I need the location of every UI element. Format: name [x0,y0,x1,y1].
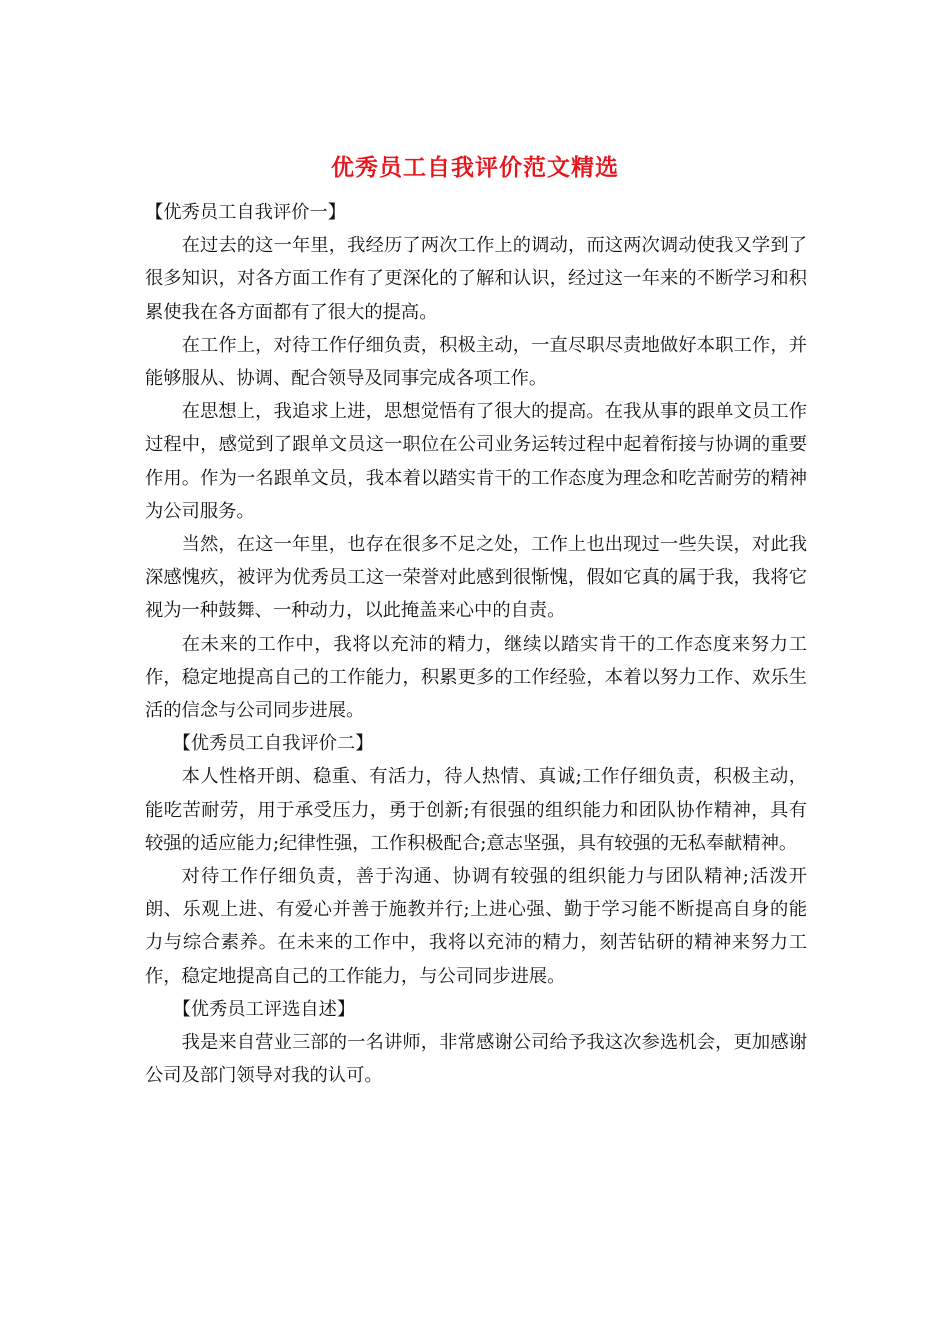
paragraph: 在未来的工作中，我将以充沛的精力，继续以踏实肯干的工作态度来努力工作，稳定地提高自己的工作能力，积累更多的工作经验，本着以努力工作、欢乐生活的信念与公司同步进展。 [145,633,807,722]
section-heading: 【优秀员工自我评价二】 [172,733,374,755]
section-heading: 【优秀员工评选自述】 [172,998,356,1020]
document-title: 优秀员工自我评价范文精选 [331,154,619,181]
section-heading: 【优秀员工自我评价一】 [145,202,347,223]
paragraph: 当然，在这一年里，也存在很多不足之处，工作上也出现过一些失误，对此我深感愧疚，被评为优秀员工这一荣誉对此感到很惭愧，假如它真的属于我，我将它视为一种鼓舞、一种动力，以此掩盖来心中的自责。 [145,534,807,622]
paragraph: 在过去的这一年里，我经历了两次工作上的调动，而这两次调动使我又学到了很多知识，对各方面工作有了更深化的了解和认识，经过这一年来的不断学习和积累使我在各方面都有了很大的提高。 [145,235,807,323]
paragraph: 本人性格开朗、稳重、有活力，待人热情、真诚;工作仔细负责，积极主动，能吃苦耐劳，用于承受压力，勇于创新;有很强的组织能力和团队协作精神，具有较强的适应能力;纪律性强，工作积极配合;意志坚强，具有较强的无私奉献精神。 [145,766,807,854]
paragraph: 在工作上，对待工作仔细负责，积极主动，一直尽职尽责地做好本职工作，并能够服从、协调、配合领导及同事完成各项工作。 [145,334,807,390]
paragraph: 对待工作仔细负责，善于沟通、协调有较强的组织能力与团队精神;活泼开朗、乐观上进、有爱心并善于施教并行;上进心强、勤于学习能不断提高自身的能力与综合素养。在未来的工作中，我将以充沛的精力，刻苦钻研的精神来努力工作，稳定地提高自己的工作能力，与公司同步进展。 [145,866,807,987]
paragraph: 在思想上，我追求上进，思想觉悟有了很大的提高。在我从事的跟单文员工作过程中，感觉到了跟单文员这一职位在公司业务运转过程中起着衔接与协调的重要作用。作为一名跟单文员，我本着以踏实肯干的工作态度为理念和吃苦耐劳的精神为公司服务。 [145,401,807,522]
document-body [145,196,807,1092]
paragraph: 我是来自营业三部的一名讲师，非常感谢公司给予我这次参选机会，更加感谢公司及部门领导对我的认可。 [145,1032,807,1087]
